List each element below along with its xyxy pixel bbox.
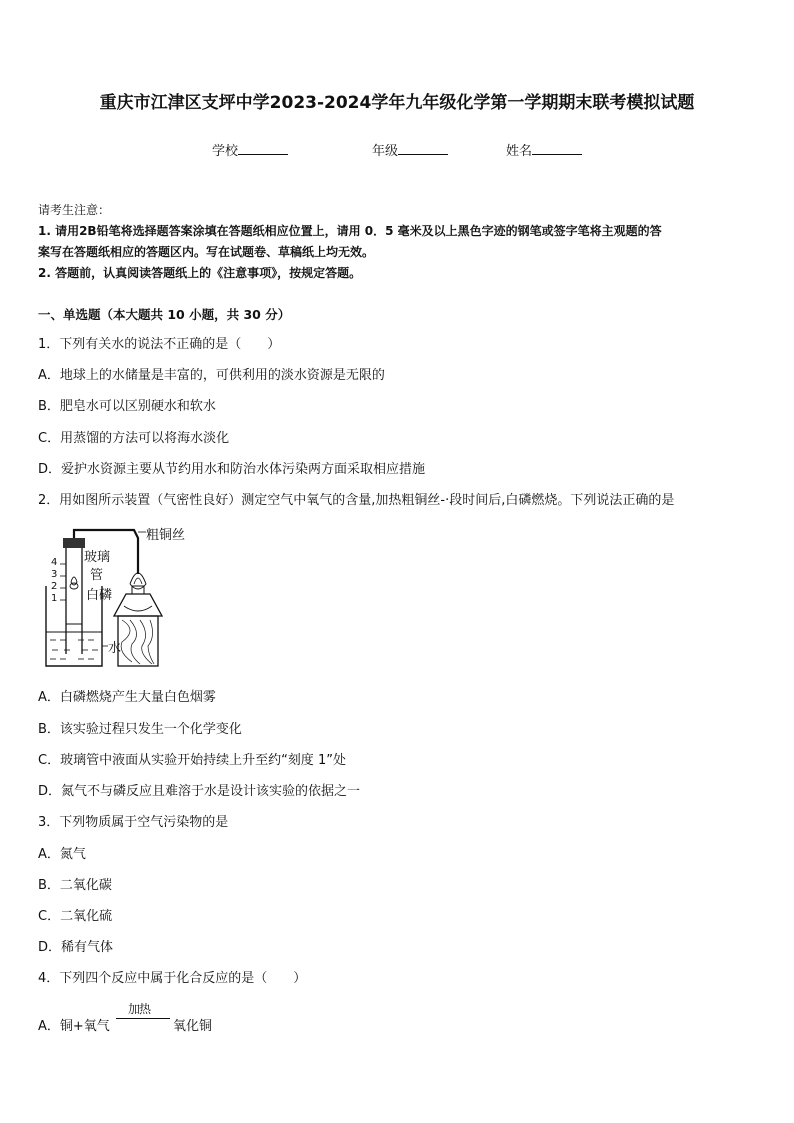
reaction-condition: 加热 [128, 1002, 151, 1016]
scale-3: 3 [51, 569, 58, 580]
scale-2: 2 [51, 581, 58, 592]
question-2-option-a: A．白磷燃烧产生大量白色烟雾 [38, 690, 216, 705]
label-water: 水 [108, 641, 122, 656]
experiment-diagram [38, 524, 208, 674]
notice-item-1-line-1: 1. 请用2B铅笔将选择题答案涂填在答题纸相应位置上，请用 0．5 毫米及以上黑色字迹的钢笔或签字笔将主观题的答 [38, 224, 662, 238]
school-blank [238, 142, 288, 155]
question-1-option-d: D．爱护水资源主要从节约用水和防治水体污染两方面采取相应措施 [38, 462, 426, 477]
label-glass-2: 管 [90, 568, 104, 583]
question-1-stem: 1．下列有关水的说法不正确的是（ ） [38, 337, 281, 352]
question-3-option-d: D．稀有气体 [38, 940, 114, 955]
name-blank [532, 142, 582, 155]
label-copper-wire: 粗铜丝 [146, 528, 186, 543]
name-field [506, 140, 582, 159]
notice-block [38, 200, 758, 284]
question-3-option-c: C．二氧化硫 [38, 909, 113, 924]
question-2-option-d: D．氮气不与磷反应且难溶于水是设计该实验的依据之一 [38, 784, 361, 799]
grade-label: 年级 [372, 144, 399, 159]
grade-blank [398, 142, 448, 155]
apparatus-illustration [38, 524, 208, 674]
question-3-option-b: B．二氧化碳 [38, 878, 112, 893]
notice-item-2: 2. 答题前，认真阅读答题纸上的《注意事项》，按规定答题。 [38, 266, 362, 280]
question-4-option-a-reactants: A．铜+氧气 [38, 1019, 110, 1034]
question-1-option-a: A．地球上的水储量是丰富的，可供利用的淡水资源是无限的 [38, 368, 385, 383]
notice-heading: 请考生注意： [38, 203, 111, 217]
question-4-option-a-product: 氧化铜 [173, 1019, 213, 1034]
label-white-phosphorus: 白磷 [86, 588, 113, 603]
question-1-option-b: B．肥皂水可以区别硬水和软水 [38, 399, 216, 414]
label-glass-1: 玻璃 [84, 550, 111, 565]
question-2-option-c: C．玻璃管中液面从实验开始持续上升至约“刻度 1”处 [38, 753, 346, 768]
question-3-option-a: A．氮气 [38, 847, 86, 862]
scale-4: 4 [51, 557, 58, 568]
question-1-option-c: C．用蒸馏的方法可以将海水淡化 [38, 431, 230, 446]
grade-field [372, 140, 448, 159]
name-label: 姓名 [506, 144, 533, 159]
page-title: 重庆市江津区支坪中学2023-2024学年九年级化学第一学期期末联考模拟试题 [99, 93, 695, 113]
question-3-stem: 3．下列物质属于空气污染物的是 [38, 815, 229, 830]
question-2-option-b: B．该实验过程只发生一个化学变化 [38, 722, 242, 737]
question-2-stem: 2．用如图所示装置（气密性良好）测定空气中氧气的含量,加热粗铜丝-·段时间后,白磷燃烧。下列说法正确的是 [38, 493, 675, 508]
section-heading: 一、单选题（本大题共 10 小题，共 30 分） [38, 307, 291, 322]
school-label: 学校 [212, 144, 239, 159]
school-field [212, 140, 288, 159]
reaction-arrow [116, 1018, 170, 1019]
scale-1: 1 [51, 593, 58, 604]
notice-item-1-line-2: 案写在答题纸相应的答题区内。写在试题卷、草稿纸上均无效。 [38, 245, 375, 259]
question-4-stem: 4．下列四个反应中属于化合反应的是（ ） [38, 971, 307, 986]
